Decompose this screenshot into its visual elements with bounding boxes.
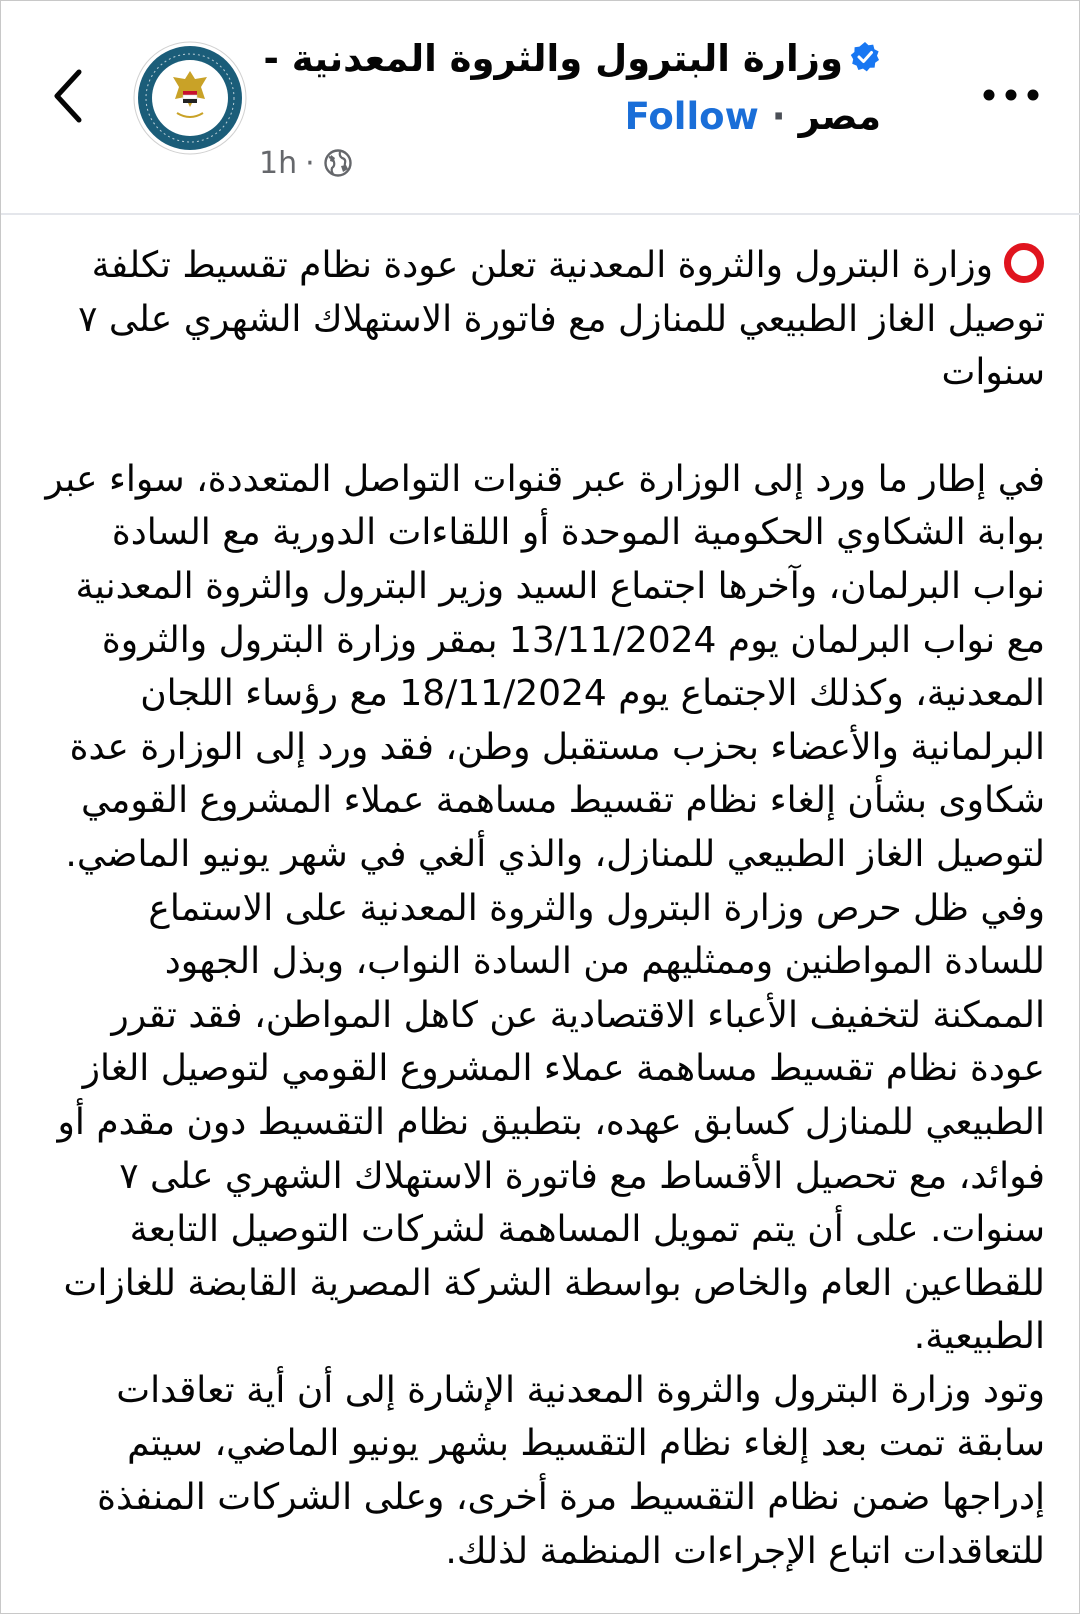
post-timestamp[interactable]: 1h — [259, 145, 298, 181]
globe-icon — [323, 148, 353, 178]
post-headline — [41, 239, 1045, 400]
chevron-left-icon — [51, 68, 85, 124]
post-meta — [259, 141, 353, 185]
paragraph-gap — [41, 400, 1045, 453]
separator-dot: · — [771, 95, 786, 138]
ministry-logo-icon — [133, 41, 247, 155]
page-name[interactable] — [263, 31, 881, 145]
post-paragraph-1: في إطار ما ورد إلى الوزارة عبر قنوات التواصل المتعددة، سواء عبر بوابة الشكاوي الحكومية الموحدة أو اللقاءات الدورية مع السادة نواب البرلمان، وآخرها اجتماع السيد وزير البترول والثروة المعدنية مع نواب البرلمان يوم 13/11/2024 بمقر وزارة البترول والثروة المعدنية، وكذلك الاجتماع يوم 18/11/2024 مع رؤساء اللجان البرلمانية والأعضاء بحزب مستقبل وطن، فقد ورد إلى الوزارة عدة شكاوى بشأن إلغاء نظام تقسيط مساهمة عملاء المشروع القومي لتوصيل الغاز الطبيعي للمنازل، والذي ألغي في شهر يونيو الماضي. — [45, 458, 1045, 875]
more-options-button[interactable] — [971, 67, 1051, 123]
post-headline-text: وزارة البترول والثروة المعدنية تعلن عودة نظام تقسيط تكلفة توصيل الغاز الطبيعي للمنازل مع فاتورة الاستهلاك الشهري على ٧ سنوات — [78, 245, 1045, 394]
post-paragraph-2: وفي ظل حرص وزارة البترول والثروة المعدنية على الاستماع للسادة المواطنين وممثليهم من السادة النواب، وبذل الجهود الممكنة لتخفيف الأعباء الاقتصادية عن كاهل المواطن، فقد تقرر عودة نظام تقسيط مساهمة عملاء المشروع القومي لتوصيل الغاز الطبيعي للمنازل كسابق عهده، بتطبيق نظام التقسيط دون مقدم أو فوائد، مع تحصيل الأقساط مع فاتورة الاستهلاك الشهري على ٧ سنوات. على أن يتم تمويل المساهمة لشركات التوصيل التابعة للقطاعين العام والخاص بواسطة الشركة المصرية القابضة للغازات الطبيعية. — [57, 887, 1045, 1358]
post-paragraph-3: وتود وزارة البترول والثروة المعدنية الإشارة إلى أن أية تعاقدات سابقة تمت بعد إلغاء نظام التقسيط بشهر يونيو الماضي، سيتم إدراجها ضمن نظام التقسيط مرة أخرى، وعلى الشركات المنفذة للتعاقدات اتباع الإجراءات المنظمة لذلك. — [97, 1369, 1045, 1572]
back-button[interactable] — [41, 59, 95, 133]
post-body — [41, 239, 1045, 1578]
header-divider — [1, 213, 1080, 215]
verified-badge-icon — [849, 41, 881, 73]
red-circle-icon — [1003, 242, 1045, 284]
follow-button[interactable]: Follow — [624, 95, 759, 138]
post-header — [1, 1, 1080, 213]
meta-separator: · — [305, 145, 315, 181]
page-name-line2[interactable]: مصر — [798, 95, 881, 138]
avatar[interactable] — [133, 41, 247, 155]
more-options-icon — [981, 88, 1041, 102]
page-name-line1[interactable]: وزارة البترول والثروة المعدنية - — [263, 37, 843, 80]
